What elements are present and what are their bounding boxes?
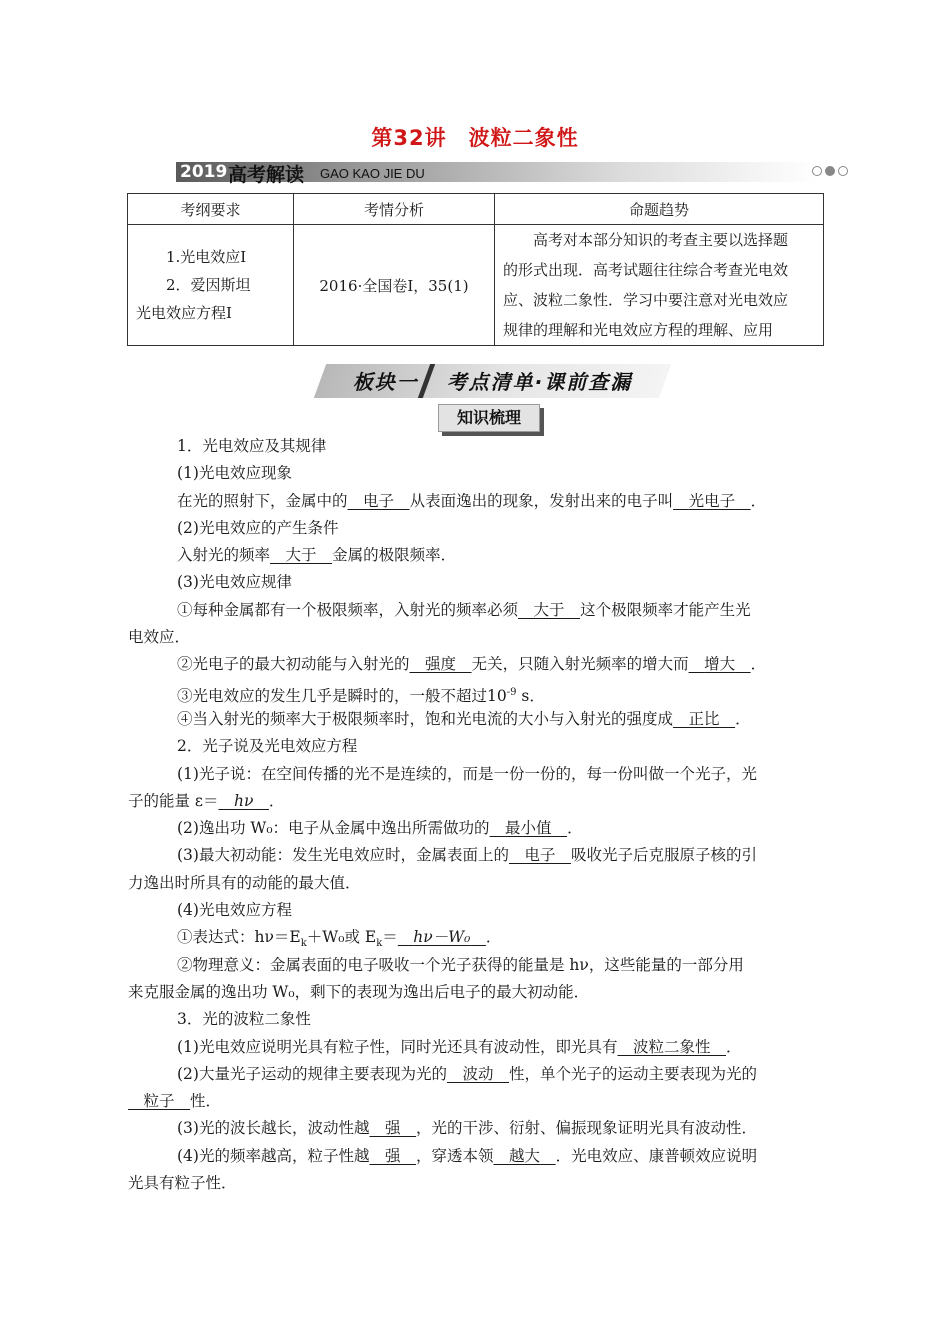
blank-answer: 越大 <box>509 1146 541 1165</box>
text-line: (3)光电效应规律 <box>177 573 292 592</box>
text-line: 粒子 性． <box>143 1092 222 1111</box>
text-line: ②物理意义：金属表面的电子吸收一个光子获得的能量是 hν，这些能量的一部分用 <box>177 955 744 974</box>
blank-answer: 电子 <box>363 491 395 510</box>
blank-answer: 光电子 <box>688 491 736 510</box>
text-line: (3)最大初动能：发生光电效应时，金属表面上的 电子 吸收光子后克服原子核的引 <box>177 846 758 865</box>
trend-line: 规律的理解和光电效应方程的理解、应用 <box>503 321 774 339</box>
exam-requirements-table <box>127 193 824 346</box>
text-line: 子的能量 ε＝ hν ． <box>128 791 285 810</box>
text-line: (3)光的波长越长，波动性越 强 ，光的干涉、衍射、偏振现象证明光具有波动性． <box>177 1119 758 1138</box>
section-right: 考点清单·课前查漏 <box>446 370 633 394</box>
text-line: (2)逸出功 W₀：电子从金属中逸出所需做功的 最小值 ． <box>177 819 583 838</box>
text-line: 力逸出时所具有的动能的最大值． <box>128 873 361 892</box>
header-trend: 命题趋势 <box>495 194 824 225</box>
trend-line: 高考对本部分知识的考查主要以选择题 <box>533 231 789 249</box>
section-left: 板块一 <box>352 370 419 394</box>
req-item: 2．爱因斯坦 <box>166 276 251 294</box>
text-line: ④当入射光的频率大于极限频率时，饱和光电流的大小与入射光的强度成 正比 ． <box>177 709 751 728</box>
text-line: 来克服金属的逸出功 W₀，剩下的表现为逸出后电子的最大初动能． <box>128 982 590 1001</box>
blank-answer: 波动 <box>462 1064 494 1083</box>
req-item: 光电效应方程Ⅰ <box>136 304 232 322</box>
knowledge-body <box>128 433 809 1197</box>
blank-answer: 大于 <box>533 600 565 619</box>
table-header-row <box>128 194 824 225</box>
heading-1: 1．光电效应及其规律 <box>177 437 327 455</box>
header-analysis: 考情分析 <box>294 194 495 225</box>
text-line: 光具有粒子性． <box>128 1174 237 1193</box>
text-line: 入射光的频率 大于 金属的极限频率． <box>177 546 457 565</box>
page-title: 第32讲 波粒二象性 <box>371 126 579 150</box>
banner-label-en: GAO KAO JIE DU <box>320 166 425 181</box>
req-item: 1.光电效应Ⅰ <box>166 248 247 266</box>
blank-answer: 大于 <box>285 546 317 565</box>
analysis-cell: 2016·全国卷Ⅰ，35(1) <box>294 225 495 346</box>
banner-label: 高考解读 <box>228 164 305 186</box>
exam-banner <box>176 160 848 184</box>
text-line: ①每种金属都有一个极限频率，入射光的频率必须 大于 这个极限频率才能产生光 <box>177 600 751 619</box>
trend-cell <box>495 225 824 346</box>
banner-year: 2019 <box>180 162 228 182</box>
text-line: (2)光电效应的产生条件 <box>177 518 339 537</box>
blank-answer: 正比 <box>688 709 720 728</box>
text-line: (1)光电效应说明光具有粒子性，同时光还具有波动性，即光具有 波粒二象性 ． <box>177 1037 742 1056</box>
blank-answer: 强 <box>384 1146 401 1165</box>
text-line: ①表达式：$h\nu=E_k+W_0$或 $E_k=$ hν－W₀ ． <box>177 928 502 950</box>
subsection-heading: 知识梳理 <box>438 404 540 432</box>
section-header <box>320 364 665 398</box>
text-line: ③光电效应的发生几乎是瞬时的，一般不超过$10^{-9}$ s． <box>177 686 545 705</box>
trend-line: 应、波粒二象性．学习中要注意对光电效应 <box>503 291 789 309</box>
heading-2: 2．光子说及光电效应方程 <box>177 737 358 756</box>
blank-answer: 强 <box>384 1119 401 1138</box>
text-line: (4)光的频率越高，粒子性越 强 ，穿透本领 越大 ．光电效应、康普顿效应说明 <box>177 1146 758 1165</box>
text-line: (4)光电效应方程 <box>177 901 292 920</box>
trend-line: 的形式出现．高考试题往往综合考查光电效 <box>503 261 789 279</box>
text-line: 电效应． <box>128 628 191 647</box>
blank-answer: 波粒二象性 <box>632 1037 711 1056</box>
text-line: (1)光电效应现象 <box>177 464 292 483</box>
text-line: (2)大量光子运动的规律主要表现为光的 波动 性，单个光子的运动主要表现为光的 <box>177 1064 758 1083</box>
blank-answer: 粒子 <box>143 1092 175 1111</box>
blank-answer: hν－W₀ <box>413 928 471 947</box>
blank-answer: 增大 <box>704 655 736 674</box>
banner-dots-icon <box>812 166 848 176</box>
text-line: ②光电子的最大初动能与入射光的 强度 无关，只随入射光频率的增大而 增大 ． <box>177 655 767 674</box>
blank-answer: 电子 <box>524 846 556 865</box>
header-requirements: 考纲要求 <box>128 194 294 225</box>
blank-answer: hν <box>233 791 254 810</box>
blank-answer: 强度 <box>425 655 457 674</box>
text-line: 在光的照射下，金属中的 电子 从表面逸出的现象，发射出来的电子叫 光电子 ． <box>177 491 767 510</box>
table-row <box>128 225 824 346</box>
requirements-cell <box>128 225 294 346</box>
heading-3: 3．光的波粒二象性 <box>177 1010 311 1029</box>
blank-answer: 最小值 <box>505 819 552 838</box>
text-line: (1)光子说：在空间传播的光不是连续的，而是一份一份的，每一份叫做一个光子，光 <box>177 764 757 783</box>
